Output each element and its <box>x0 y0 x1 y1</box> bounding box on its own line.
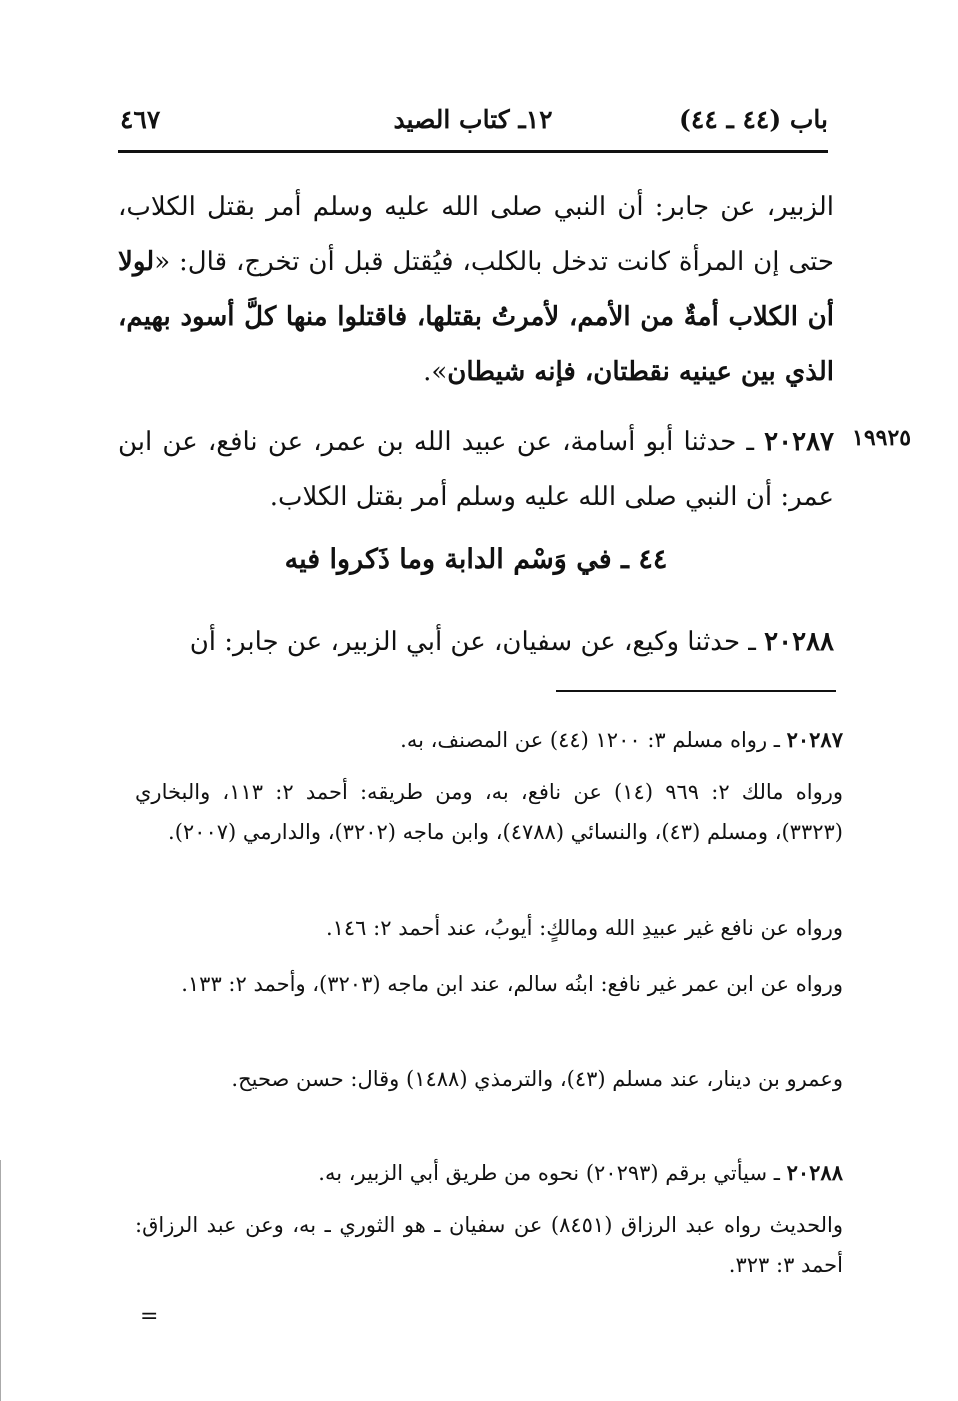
footnote-number: ٢٠٢٨٨ <box>786 1160 843 1185</box>
hadith-20288 <box>118 615 834 665</box>
footnote-text: ـ رواه مسلم ٣: ١٢٠٠ (٤٤) عن المصنف، به. <box>400 728 787 752</box>
footnote-20288 <box>135 1153 843 1193</box>
section-heading: ٤٤ ـ في وَسْم الدابة وما ذَكروا فيه <box>284 544 668 575</box>
hadith-number: ٢٠٢٨٨ <box>764 627 834 657</box>
footnote-paragraph: ورواه مالك ٢: ٩٦٩ (١٤) عن نافع، به، ومن طريقه: أحمد ٢: ١١٣، والبخاري (٣٣٢٣)، ومسلم (٤٣)، والنسائي (٤٧٨٨)، وابن ماجه (٣٢٠٢)، والدارمي (٢٠٠٧). <box>135 780 843 844</box>
footnote-20287 <box>135 720 843 760</box>
footnote-text: ـ سيأتي برقم (٢٠٢٩٣) نحوه من طريق أبي الزبير، به. <box>318 1161 787 1185</box>
book-title: ١٢ـ كتاب الصيد <box>393 105 553 134</box>
footnote-paragraph: ورواه عن نافع غير عبيدِ الله ومالكٍ: أيوبُ، عند أحمد ٢: ١٤٦. <box>325 916 843 940</box>
running-header <box>118 100 828 140</box>
chapter-reference: باب (٤٤ ـ ٤٤) <box>679 105 828 134</box>
footnote-paragraph: والحديث رواه عبد الرزاق (٨٤٥١) عن سفيان ـ هو الثوري ـ به، وعن عبد الرزاق: أحمد ٣: ٣٢٣. <box>135 1213 843 1277</box>
continuation-mark: = <box>140 1304 159 1329</box>
continued-hadith-end: ». <box>423 357 448 387</box>
header-divider <box>118 150 828 153</box>
scan-margin-line <box>0 1160 1 1401</box>
margin-reference-number: ١٩٩٢٥ <box>852 425 912 451</box>
continued-hadith-prophetic-saying: لولا أن الكلاب أمةٌ من الأمم، لأمرتُ بقتلها، فاقتلوا منها كلَّ أسود بهيم، الذي بين عينيه نقطتان، فإنه شيطان <box>118 247 834 387</box>
hadith-20287 <box>118 415 834 515</box>
footnote-paragraph: وعمرو بن دينار، عند مسلم (٤٣)، والترمذي (١٤٨٨) وقال: حسن صحيح. <box>231 1067 843 1091</box>
footnote-number: ٢٠٢٨٧ <box>786 727 843 752</box>
hadith-text: ـ حدثنا وكيع، عن سفيان، عن أبي الزبير، عن جابر: أن <box>189 627 765 657</box>
hadith-text: ـ حدثنا أبو أسامة، عن عبيد الله بن عمر، عن نافع، عن ابن عمر: أن النبي صلى الله عليه وسلم أمر بقتل الكلاب. <box>118 427 834 512</box>
continued-hadith-plain: الزبير، عن جابر: أن النبي صلى الله عليه وسلم أمر بقتل الكلاب، حتى إن المرأة كانت تدخل بالكلب، فيُقتل قبل أن تخرج، قال: « <box>118 192 834 277</box>
page-number: ٤٦٧ <box>120 105 161 134</box>
continued-hadith-text <box>118 180 834 385</box>
footnote-divider <box>556 690 836 692</box>
footnote-paragraph: ورواه عن ابن عمر غير نافع: ابنُه سالم، عند ابن ماجه (٣٢٠٣)، وأحمد ٢: ١٣٣. <box>181 972 843 996</box>
hadith-number: ٢٠٢٨٧ <box>764 427 834 457</box>
